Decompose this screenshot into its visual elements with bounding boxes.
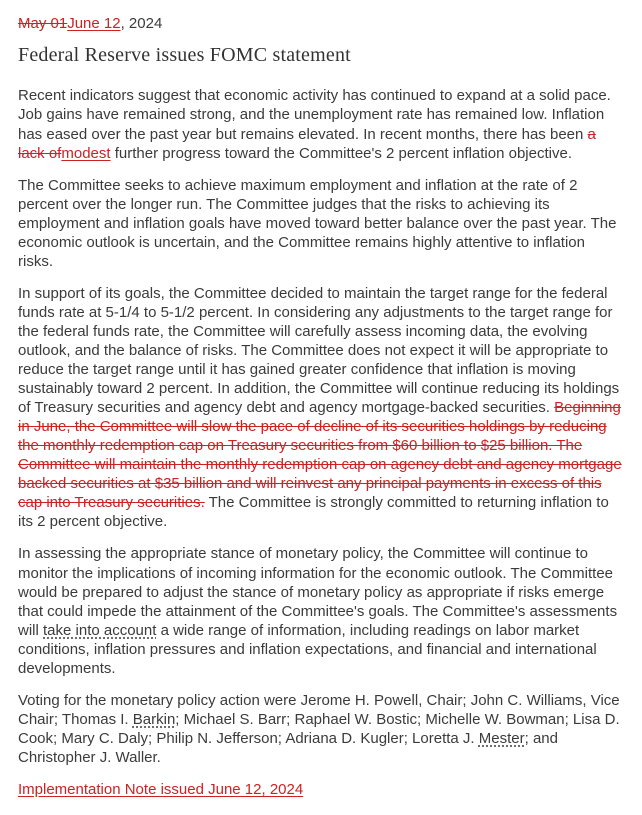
normal-segment: Recent indicators suggest that economic activity has continued to expand at a solid pace. Job gains have remained strong, and the unemployment rate has remained low. Inflation has eased over the past year but remains elevated. In recent months, there has been — [18, 87, 611, 143]
dotted-segment: take into account — [43, 621, 157, 639]
normal-segment: The Committee seeks to achieve maximum employment and inflation at the rate of 2 percent over the longer run. The Committee judges that the risks to achieving its employment and inflation goals have moved toward better balance over the past year. The economic outlook is uncertain, and the Committee remains highly attentive to inflation risks. — [18, 176, 617, 270]
inserted-segment: modest — [61, 144, 111, 162]
dotted-segment: Barkin — [132, 710, 176, 728]
normal-segment: In assessing the appropriate stance of monetary policy, the Committee will continue to monitor the implications of incoming information for the economic outlook. The Committee would be prepared to adjust the stance of monetary policy as appropriate if risks emerge that could impede the attainment of the Committee's goals. The Committee's assessments will — [18, 545, 618, 639]
normal-segment: , 2024 — [120, 15, 163, 32]
normal-segment: In support of its goals, the Committee decided to maintain the target range for the federal funds rate at 5-1/4 to 5-1/2 percent. In considering any adjustments to the target range for the federal funds rate, the Committee will carefully assess incoming data, the evolving outlook, and the balance of risks. The Committee does not expect it will be appropriate to reduce the target range until it has gained greater confidence that inflation is moving sustainably toward 2 percent. In addition, the Committee will continue reducing its holdings of Treasury securities and agency debt and agency mortgage-backed securities. — [18, 284, 620, 417]
statement-paragraph — [18, 86, 624, 162]
statement-paragraph — [18, 691, 624, 767]
deleted-segment: May 01 — [18, 15, 68, 32]
footer-line — [18, 780, 624, 799]
normal-segment: ; and Christopher J. Waller. — [18, 729, 558, 766]
dotted-segment: Mester — [478, 729, 525, 747]
statement-paragraph — [18, 284, 624, 532]
normal-segment: a wide range of information, including readings on labor market conditions, inflation pressures and inflation expectations, and financial and international developments. — [18, 621, 597, 677]
normal-segment: ; Michael S. Barr; Raphael W. Bostic; Michelle W. Bowman; Lisa D. Cook; Mary C. Daly; Philip N. Jefferson; Adriana D. Kugler; Loretta J. — [18, 710, 620, 747]
normal-segment: The Committee is strongly committed to returning inflation to its 2 percent objective. — [18, 494, 609, 531]
date-line — [18, 14, 624, 33]
inserted-segment: June 12 — [67, 15, 121, 32]
deleted-segment: a lack of — [18, 125, 596, 162]
normal-segment: Voting for the monetary policy action were Jerome H. Powell, Chair; John C. Williams, Vice Chair; Thomas I. — [18, 691, 620, 728]
implementation-note-link[interactable]: Implementation Note issued June 12, 2024 — [18, 780, 304, 798]
deleted-segment: Beginning in June, the Committee will slow the pace of decline of its securities holdings by reducing the monthly redemption cap on Treasury securities from $60 billion to $25 billion. The Committee will maintain the monthly redemption cap on agency debt and agency mortgage backed securities at $35 billion and will reinvest any principal payments in excess of this cap into Treasury securities. — [18, 399, 622, 512]
statement-paragraph — [18, 176, 624, 271]
normal-segment: further progress toward the Committee's 2 percent inflation objective. — [110, 144, 572, 162]
statement-body — [18, 86, 624, 767]
statement-paragraph — [18, 544, 624, 677]
page-title: Federal Reserve issues FOMC statement — [18, 44, 351, 67]
